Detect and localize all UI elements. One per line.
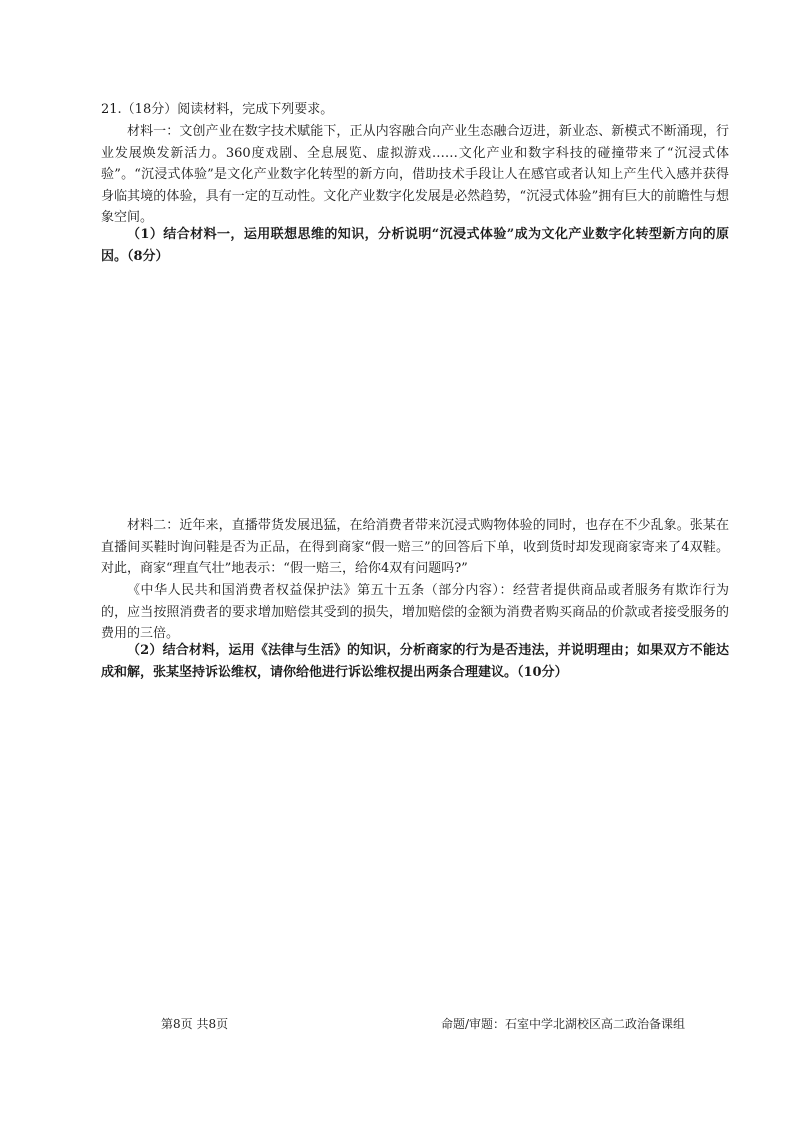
question-header: 21.（18分）阅读材料，完成下列要求。 — [101, 102, 334, 117]
page-number: 第8页 共8页 — [161, 1017, 229, 1031]
material-one: 材料一：文创产业在数字技术赋能下，正从内容融合向产业生态融合迈进，新业态、新模式不断涌现，行业发展焕发新活力。360度戏剧、全息展览、虚拟游戏……文化产业和数字科技的碰撞带来了“沉浸式体验”。“沉浸式体验”是文化产业数字化转型的新方向，借助技术手段让人在感官或者认知上产生代入感并获得身临其境的体验，具有一定的互动性。文化产业数字化发展是必然趋势，“沉浸式体验”拥有巨大的前瞻性与想象空间。 — [101, 124, 729, 225]
law-excerpt: 《中华人民共和国消费者权益保护法》第五十五条（部分内容）：经营者提供商品或者服务有欺诈行为的，应当按照消费者的要求增加赔偿其受到的损失，增加赔偿的金额为消费者购买商品的价款或者接受服务的费用的三倍。 — [101, 583, 729, 641]
sub-question-one: （1）结合材料一，运用联想思维的知识，分析说明“沉浸式体验”成为文化产业数字化转型新方向的原因。（8分） — [101, 227, 729, 264]
sub-question-two: （2）结合材料，运用《法律与生活》的知识，分析商家的行为是否违法，并说明理由；如果双方不能达成和解，张某坚持诉讼维权，请你给他进行诉讼维权提出两条合理建议。（10分） — [101, 643, 729, 680]
material-two: 材料二：近年来，直播带货发展迅猛，在给消费者带来沉浸式购物体验的同时，也存在不少乱象。张某在直播间买鞋时询问鞋是否为正品，在得到商家“假一赔三”的回答后下单，收到货时却发现商家寄来了4双鞋。对此，商家“理直气壮”地表示：“假一赔三，给你4双有问题吗?” — [101, 518, 729, 576]
footer-credit: 命题/审题：石室中学北湖校区高二政治备课组 — [441, 1017, 686, 1031]
